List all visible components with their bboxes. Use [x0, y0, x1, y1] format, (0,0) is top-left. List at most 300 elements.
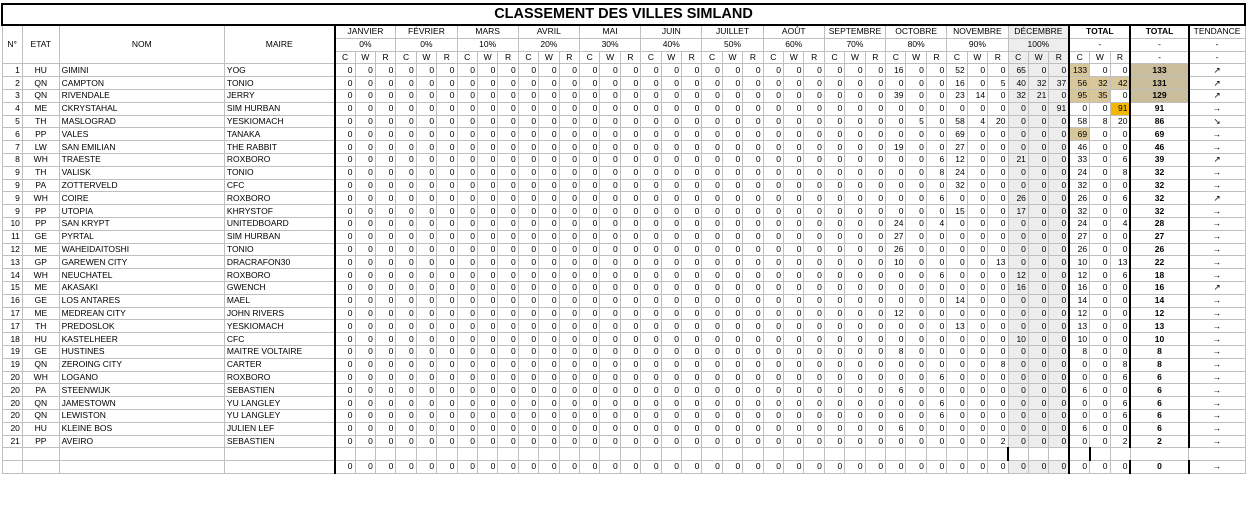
- footer-value-cell: 0: [906, 461, 926, 474]
- month-value-cell: 0: [763, 345, 783, 358]
- rank-cell: 20: [2, 409, 22, 422]
- month-value-cell: 0: [335, 141, 355, 154]
- month-value-cell: 0: [702, 384, 722, 397]
- month-value-cell: 0: [437, 64, 457, 77]
- month-value-cell: 0: [682, 384, 702, 397]
- month-value-cell: 0: [967, 128, 987, 141]
- month-value-cell: 0: [539, 230, 559, 243]
- month-value-cell: 0: [539, 89, 559, 102]
- month-value-cell: 0: [416, 102, 436, 115]
- month-value-cell: 0: [396, 294, 416, 307]
- month-value-cell: 0: [437, 333, 457, 346]
- month-value-cell: 0: [784, 422, 804, 435]
- month-value-cell: 0: [682, 217, 702, 230]
- month-value-cell: 0: [845, 217, 865, 230]
- month-value-cell: 0: [702, 115, 722, 128]
- month-value-cell: 0: [1028, 269, 1048, 282]
- month-percent: 10%: [457, 38, 518, 51]
- month-value-cell: 0: [906, 409, 926, 422]
- month-value-cell: 0: [375, 89, 395, 102]
- header-mayor: MAIRE: [224, 25, 334, 64]
- month-value-cell: 0: [722, 77, 742, 90]
- month-value-cell: 0: [702, 422, 722, 435]
- month-value-cell: 0: [1008, 256, 1028, 269]
- month-value-cell: 0: [396, 77, 416, 90]
- footer-value-cell: 0: [722, 461, 742, 474]
- month-value-cell: 0: [845, 269, 865, 282]
- month-value-cell: 0: [539, 409, 559, 422]
- blank-cell: [886, 448, 906, 461]
- month-value-cell: 0: [722, 166, 742, 179]
- month-value-cell: 0: [600, 192, 620, 205]
- total-cwr-cell: 69: [1069, 128, 1089, 141]
- month-value-cell: 0: [865, 409, 885, 422]
- month-value-cell: 0: [967, 358, 987, 371]
- month-value-cell: 0: [416, 141, 436, 154]
- month-value-cell: 13: [988, 256, 1008, 269]
- month-value-cell: 0: [539, 435, 559, 448]
- month-value-cell: 0: [988, 102, 1008, 115]
- month-value-cell: 40: [1008, 77, 1028, 90]
- month-value-cell: 0: [865, 243, 885, 256]
- rank-cell: 7: [2, 141, 22, 154]
- month-value-cell: 0: [396, 230, 416, 243]
- state-cell: QN: [22, 77, 59, 90]
- total-cwr-cell: 12: [1069, 307, 1089, 320]
- state-cell: QN: [22, 358, 59, 371]
- header-rank: N°: [2, 25, 22, 64]
- month-value-cell: 0: [906, 64, 926, 77]
- month-value-cell: 0: [661, 128, 681, 141]
- month-value-cell: 0: [518, 128, 538, 141]
- rank-cell: 2: [2, 77, 22, 90]
- month-value-cell: 0: [437, 358, 457, 371]
- month-value-cell: 0: [641, 141, 661, 154]
- month-value-cell: 0: [886, 205, 906, 218]
- table-row: [2, 153, 1245, 166]
- month-value-cell: 0: [539, 153, 559, 166]
- blank-cell: [22, 461, 59, 474]
- month-value-cell: 0: [579, 320, 599, 333]
- footer-value-cell: 0: [1008, 461, 1028, 474]
- month-value-cell: 0: [845, 243, 865, 256]
- month-value-cell: 0: [1049, 115, 1069, 128]
- total-cell: 133: [1130, 64, 1188, 77]
- month-value-cell: 0: [1028, 128, 1048, 141]
- month-value-cell: 0: [600, 102, 620, 115]
- month-value-cell: 0: [661, 422, 681, 435]
- month-value-cell: 0: [396, 243, 416, 256]
- month-value-cell: 0: [1008, 166, 1028, 179]
- total-cwr-cell: 56: [1069, 77, 1089, 90]
- month-value-cell: 0: [947, 422, 967, 435]
- total-cwr-cell: 46: [1069, 141, 1089, 154]
- total-cwr-cell: 0: [1090, 205, 1110, 218]
- total-cwr-cell: 6: [1110, 371, 1130, 384]
- month-value-cell: 0: [1028, 230, 1048, 243]
- city-name-cell: STEENWIJK: [59, 384, 224, 397]
- month-value-cell: 0: [498, 64, 518, 77]
- month-value-cell: 0: [865, 307, 885, 320]
- state-cell: ME: [22, 102, 59, 115]
- city-name-cell: WAHEIDAITOSHI: [59, 243, 224, 256]
- month-value-cell: 0: [539, 269, 559, 282]
- month-value-cell: 0: [539, 77, 559, 90]
- blank-cell: [22, 448, 59, 461]
- month-value-cell: 69: [947, 128, 967, 141]
- month-value-cell: 0: [437, 77, 457, 90]
- month-value-cell: 0: [335, 102, 355, 115]
- month-value-cell: 0: [477, 64, 497, 77]
- month-value-cell: 0: [804, 77, 824, 90]
- month-value-cell: 0: [641, 256, 661, 269]
- month-value-cell: 0: [1008, 422, 1028, 435]
- total-cwr-cell: 0: [1110, 89, 1130, 102]
- month-value-cell: 0: [865, 102, 885, 115]
- month-value-cell: 0: [1008, 115, 1028, 128]
- month-value-cell: 0: [579, 358, 599, 371]
- sub-label: C: [335, 51, 355, 64]
- month-value-cell: 0: [518, 307, 538, 320]
- month-value-cell: 0: [722, 358, 742, 371]
- month-value-cell: 0: [457, 205, 477, 218]
- month-value-cell: 0: [416, 153, 436, 166]
- month-value-cell: 0: [865, 294, 885, 307]
- total-cell: 69: [1130, 128, 1188, 141]
- month-value-cell: 65: [1008, 64, 1028, 77]
- sub-label: C: [947, 51, 967, 64]
- header-total: TOTAL: [1130, 25, 1188, 38]
- month-value-cell: 0: [355, 128, 375, 141]
- month-value-cell: 0: [579, 294, 599, 307]
- month-value-cell: 0: [396, 64, 416, 77]
- month-value-cell: 0: [865, 166, 885, 179]
- month-value-cell: 0: [335, 269, 355, 282]
- month-value-cell: 0: [477, 397, 497, 410]
- sub-label: R: [559, 51, 579, 64]
- month-value-cell: 0: [518, 205, 538, 218]
- month-value-cell: 0: [824, 345, 844, 358]
- table-row: [2, 166, 1245, 179]
- month-value-cell: 0: [702, 153, 722, 166]
- month-value-cell: 0: [396, 141, 416, 154]
- month-value-cell: 0: [763, 141, 783, 154]
- month-value-cell: 0: [845, 89, 865, 102]
- total-cell: 2: [1130, 435, 1188, 448]
- month-value-cell: 0: [416, 345, 436, 358]
- header-month: NOVEMBRE: [947, 25, 1008, 38]
- sub-label: R: [743, 51, 763, 64]
- month-value-cell: 0: [518, 281, 538, 294]
- blank-cell: [661, 448, 681, 461]
- month-value-cell: 0: [498, 77, 518, 90]
- blank-cell: [784, 448, 804, 461]
- footer-value-cell: 0: [967, 461, 987, 474]
- month-value-cell: 0: [661, 166, 681, 179]
- month-value-cell: 0: [682, 307, 702, 320]
- mayor-cell: YOG: [224, 64, 334, 77]
- month-value-cell: 0: [620, 320, 640, 333]
- month-value-cell: 0: [375, 179, 395, 192]
- trend-arrow-icon: →: [1189, 128, 1245, 141]
- month-value-cell: 0: [763, 243, 783, 256]
- month-value-cell: 0: [804, 358, 824, 371]
- month-value-cell: 0: [988, 269, 1008, 282]
- month-value-cell: 0: [845, 358, 865, 371]
- month-value-cell: 0: [559, 320, 579, 333]
- month-value-cell: 0: [1028, 409, 1048, 422]
- header-month: JANVIER: [335, 25, 396, 38]
- month-value-cell: 0: [559, 409, 579, 422]
- sub-label: W: [722, 51, 742, 64]
- month-value-cell: 0: [702, 102, 722, 115]
- month-value-cell: 0: [763, 307, 783, 320]
- month-value-cell: 0: [886, 192, 906, 205]
- month-value-cell: 0: [498, 153, 518, 166]
- month-value-cell: 0: [784, 115, 804, 128]
- month-value-cell: 0: [641, 89, 661, 102]
- month-value-cell: 0: [763, 205, 783, 218]
- month-value-cell: 0: [600, 89, 620, 102]
- month-value-cell: 0: [845, 422, 865, 435]
- total-cwr-cell: 0: [1090, 269, 1110, 282]
- mayor-cell: MAEL: [224, 294, 334, 307]
- month-value-cell: 0: [416, 115, 436, 128]
- month-value-cell: 0: [702, 397, 722, 410]
- month-value-cell: 0: [988, 230, 1008, 243]
- month-value-cell: 0: [967, 384, 987, 397]
- month-value-cell: 0: [579, 153, 599, 166]
- rank-cell: 9: [2, 166, 22, 179]
- month-value-cell: 0: [539, 333, 559, 346]
- month-value-cell: 0: [539, 64, 559, 77]
- table-row: [2, 77, 1245, 90]
- table-row: [2, 230, 1245, 243]
- month-value-cell: 0: [988, 320, 1008, 333]
- month-value-cell: 0: [784, 102, 804, 115]
- month-value-cell: 0: [355, 166, 375, 179]
- month-value-cell: 0: [967, 205, 987, 218]
- month-value-cell: 0: [763, 230, 783, 243]
- month-value-cell: 0: [947, 307, 967, 320]
- month-value-cell: 0: [967, 217, 987, 230]
- month-value-cell: 0: [559, 384, 579, 397]
- month-value-cell: 0: [1028, 333, 1048, 346]
- mayor-cell: CARTER: [224, 358, 334, 371]
- month-value-cell: 0: [1028, 166, 1048, 179]
- month-value-cell: 0: [763, 77, 783, 90]
- month-value-cell: 0: [579, 166, 599, 179]
- month-value-cell: 0: [804, 128, 824, 141]
- month-value-cell: 0: [498, 435, 518, 448]
- header-month: DÉCEMBRE: [1008, 25, 1069, 38]
- city-name-cell: AKASAKI: [59, 281, 224, 294]
- month-value-cell: 0: [886, 371, 906, 384]
- month-value-cell: 0: [539, 256, 559, 269]
- blank-cell: [988, 448, 1008, 461]
- trend-arrow-icon: →: [1189, 230, 1245, 243]
- footer-value-cell: 0: [375, 461, 395, 474]
- month-value-cell: 0: [416, 243, 436, 256]
- month-value-cell: 0: [763, 422, 783, 435]
- month-value-cell: 0: [906, 256, 926, 269]
- month-value-cell: 0: [661, 320, 681, 333]
- total-cwr-cell: 0: [1090, 166, 1110, 179]
- month-value-cell: 0: [824, 115, 844, 128]
- footer-total-cwr-cell: 0: [1090, 461, 1110, 474]
- month-value-cell: 0: [702, 192, 722, 205]
- month-value-cell: 0: [518, 77, 538, 90]
- state-cell: PP: [22, 217, 59, 230]
- month-value-cell: 0: [804, 166, 824, 179]
- total-cwr-cell: 6: [1110, 397, 1130, 410]
- month-value-cell: 0: [498, 128, 518, 141]
- month-value-cell: 0: [375, 141, 395, 154]
- month-value-cell: 0: [845, 192, 865, 205]
- month-value-cell: 0: [743, 89, 763, 102]
- month-value-cell: 0: [947, 409, 967, 422]
- month-value-cell: 0: [804, 179, 824, 192]
- month-value-cell: 0: [355, 256, 375, 269]
- month-value-cell: 0: [355, 371, 375, 384]
- month-value-cell: 0: [784, 77, 804, 90]
- rank-cell: 11: [2, 230, 22, 243]
- month-value-cell: 0: [600, 256, 620, 269]
- month-value-cell: 15: [947, 205, 967, 218]
- sub-label: C: [518, 51, 538, 64]
- month-value-cell: 0: [579, 435, 599, 448]
- month-value-cell: 0: [947, 243, 967, 256]
- total-cwr-cell: 0: [1110, 281, 1130, 294]
- total-cwr-cell: 0: [1090, 294, 1110, 307]
- month-value-cell: 0: [477, 102, 497, 115]
- month-value-cell: 0: [437, 281, 457, 294]
- month-value-cell: 0: [784, 333, 804, 346]
- month-value-cell: 0: [539, 166, 559, 179]
- month-value-cell: 0: [804, 333, 824, 346]
- month-value-cell: 0: [600, 153, 620, 166]
- month-value-cell: 0: [518, 166, 538, 179]
- month-value-cell: 0: [722, 256, 742, 269]
- month-value-cell: 0: [845, 256, 865, 269]
- month-value-cell: 0: [375, 77, 395, 90]
- title-row: [2, 4, 1245, 25]
- state-cell: GP: [22, 256, 59, 269]
- month-value-cell: 0: [437, 89, 457, 102]
- month-value-cell: 0: [641, 320, 661, 333]
- month-value-cell: 0: [865, 435, 885, 448]
- month-value-cell: 0: [784, 435, 804, 448]
- month-value-cell: 0: [1008, 384, 1028, 397]
- month-value-cell: 0: [743, 345, 763, 358]
- total-cell: 6: [1130, 371, 1188, 384]
- month-value-cell: 0: [579, 89, 599, 102]
- month-value-cell: 0: [498, 141, 518, 154]
- month-value-cell: 0: [1008, 179, 1028, 192]
- month-value-cell: 0: [886, 102, 906, 115]
- table-row: [2, 205, 1245, 218]
- sub-label: C: [457, 51, 477, 64]
- month-value-cell: 0: [661, 141, 681, 154]
- month-value-cell: 0: [886, 333, 906, 346]
- total-cwr-cell: 0: [1110, 141, 1130, 154]
- month-value-cell: 0: [355, 281, 375, 294]
- month-value-cell: 0: [804, 89, 824, 102]
- trend-arrow-icon: →: [1189, 179, 1245, 192]
- month-value-cell: 0: [743, 256, 763, 269]
- month-value-cell: 0: [355, 102, 375, 115]
- month-value-cell: 0: [477, 179, 497, 192]
- sub-label: W: [416, 51, 436, 64]
- month-value-cell: 0: [682, 102, 702, 115]
- total-cwr-cell: 0: [1090, 192, 1110, 205]
- blank-cell: [2, 448, 22, 461]
- month-value-cell: 0: [1008, 217, 1028, 230]
- total-dash: -: [1130, 51, 1188, 64]
- table-row: [2, 115, 1245, 128]
- month-percent: 0%: [396, 38, 457, 51]
- month-value-cell: 0: [396, 179, 416, 192]
- month-value-cell: 0: [682, 205, 702, 218]
- month-value-cell: 0: [845, 179, 865, 192]
- month-value-cell: 0: [539, 384, 559, 397]
- blank-cell: [600, 448, 620, 461]
- month-value-cell: 0: [947, 281, 967, 294]
- month-value-cell: 0: [457, 64, 477, 77]
- month-value-cell: 0: [498, 192, 518, 205]
- month-value-cell: 0: [824, 77, 844, 90]
- city-name-cell: LOGANO: [59, 371, 224, 384]
- month-value-cell: 0: [682, 179, 702, 192]
- total-cell: 16: [1130, 281, 1188, 294]
- month-value-cell: 0: [457, 409, 477, 422]
- blank-cell: [682, 448, 702, 461]
- month-value-cell: 0: [355, 153, 375, 166]
- month-value-cell: 0: [824, 358, 844, 371]
- trend-arrow-icon: →: [1189, 166, 1245, 179]
- blank-cell: [59, 461, 224, 474]
- mayor-cell: MAITRE VOLTAIRE: [224, 345, 334, 358]
- month-value-cell: 0: [498, 384, 518, 397]
- month-value-cell: 0: [824, 384, 844, 397]
- month-value-cell: 0: [763, 358, 783, 371]
- month-value-cell: 0: [355, 333, 375, 346]
- mayor-cell: DRACRAFON30: [224, 256, 334, 269]
- month-value-cell: 0: [620, 115, 640, 128]
- month-value-cell: 0: [845, 397, 865, 410]
- month-value-cell: 0: [559, 141, 579, 154]
- month-value-cell: 0: [763, 256, 783, 269]
- city-name-cell: TRAESTE: [59, 153, 224, 166]
- month-value-cell: 0: [335, 166, 355, 179]
- month-value-cell: 0: [824, 409, 844, 422]
- month-value-cell: 8: [886, 345, 906, 358]
- month-value-cell: 0: [559, 269, 579, 282]
- state-cell: GE: [22, 230, 59, 243]
- month-value-cell: 0: [416, 256, 436, 269]
- month-value-cell: 10: [886, 256, 906, 269]
- blank-cell: [539, 448, 559, 461]
- total-cwr-cell: 0: [1110, 320, 1130, 333]
- month-value-cell: 0: [600, 307, 620, 320]
- month-value-cell: 0: [988, 128, 1008, 141]
- month-value-cell: 0: [784, 243, 804, 256]
- month-value-cell: 0: [518, 345, 538, 358]
- month-value-cell: 0: [335, 333, 355, 346]
- rank-cell: 9: [2, 179, 22, 192]
- month-value-cell: 0: [335, 115, 355, 128]
- footer-value-cell: 0: [988, 461, 1008, 474]
